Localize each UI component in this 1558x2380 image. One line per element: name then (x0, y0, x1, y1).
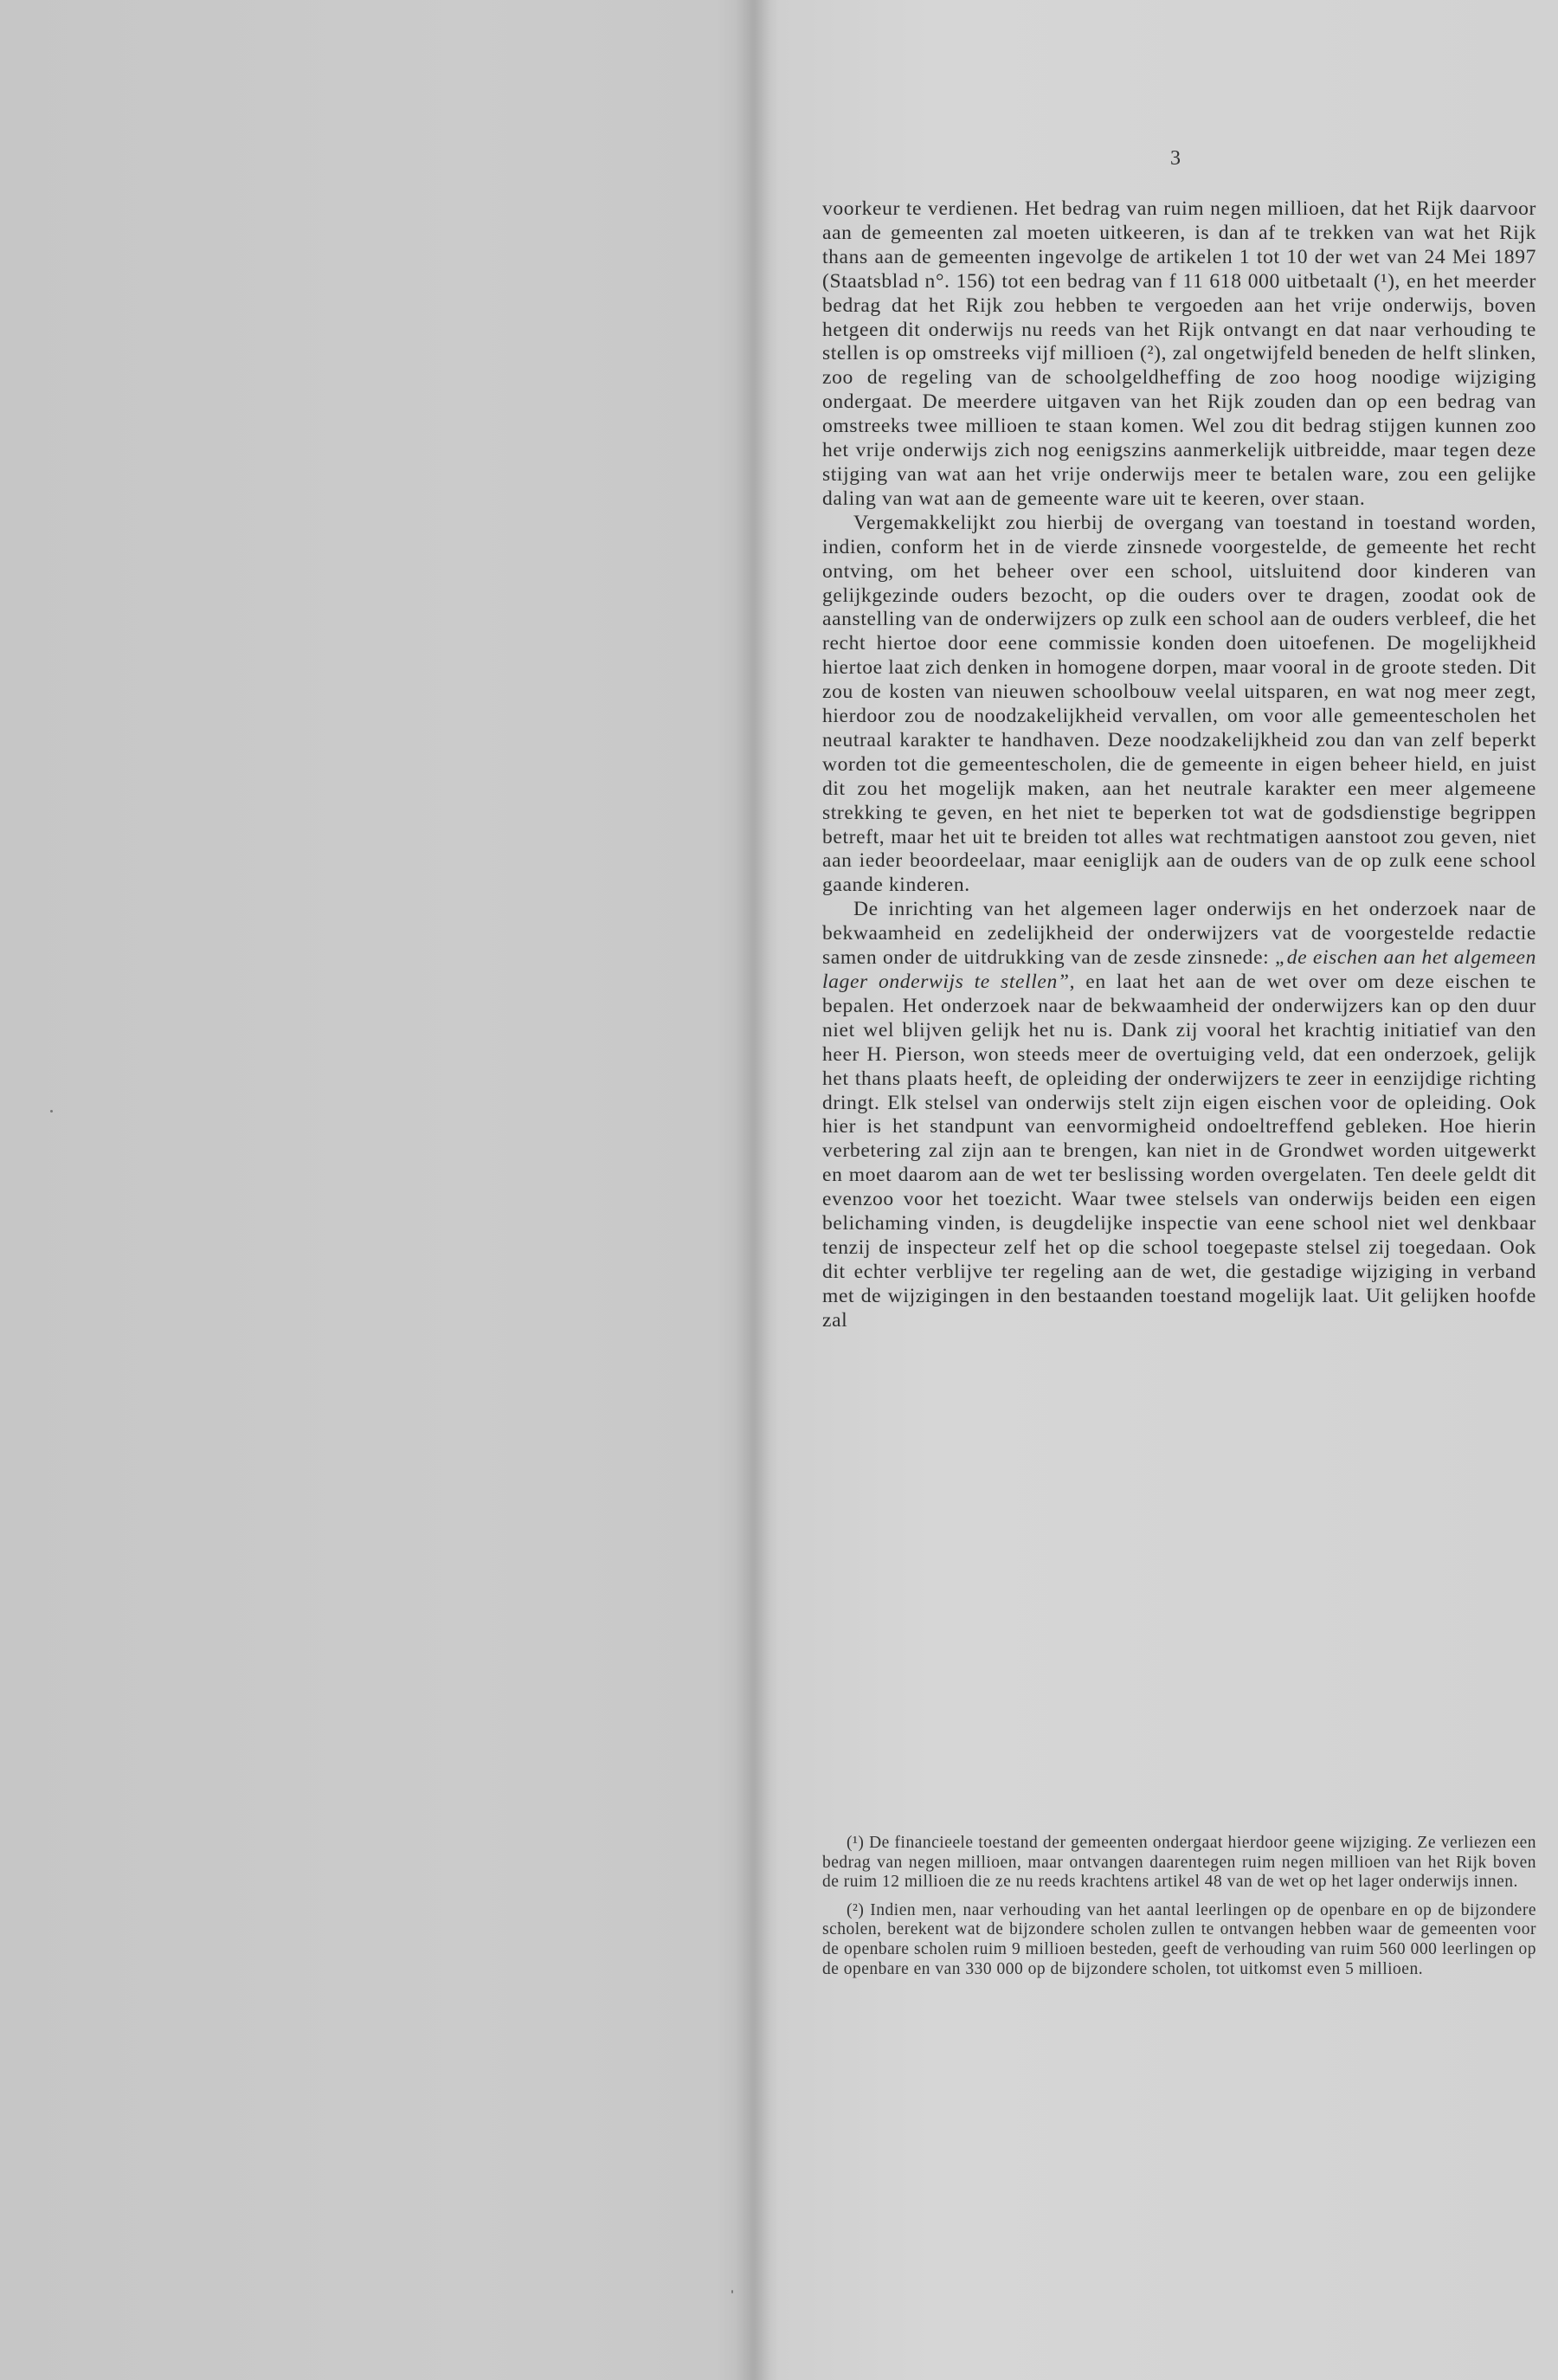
footnote-1: (¹) De financieele toestand der gemeenten ondergaat hierdoor geene wijziging. Ze verliezen een bedrag van negen millioen, maar ontvangen daarentegen ruim negen millioen van het Rijk boven de ruim 12 millioen die ze nu reeds krachtens artikel 48 van de wet op het lager onderwijs innen. (822, 1834, 1536, 1892)
paper-speck (731, 2290, 733, 2293)
page-number: 3 (1170, 147, 1181, 170)
paper-speck (50, 1110, 53, 1113)
blank-left-page (0, 0, 744, 2380)
quoted-phrase: „de eischen aan het algemeen lager onderwijs te stellen” (822, 946, 1536, 993)
footnotes (822, 1834, 1536, 1988)
paragraph-2: Vergemakkelijkt zou hierbij de overgang van toestand in toestand worden, indien, conform het in de vierde zinsnede voorgestelde, de gemeente het recht ontving, om het beheer over een school, uitsluitend door kinderen van gelijkgezinde ouders bezocht, op die ouders over te dragen, zoodat ook de aanstelling van de onderwijzers op zulk een school aan de ouders verbleef, die het recht hiertoe door eene commissie konden doen uitoefenen. De mogelijkheid hiertoe laat zich denken in homogene dorpen, maar vooral in de groote steden. Dit zou de kosten van nieuwen schoolbouw veelal uitsparen, en wat nog meer zegt, hierdoor zou de noodzakelijkheid vervallen, om voor alle gemeentescholen het neutraal karakter te handhaven. Deze noodzakelijkheid zou dan van zelf beperkt worden tot die gemeentescholen, die de gemeente in eigen beheer hield, en juist dit zou het mogelijk maken, aan het neutrale karakter een meer algemeene strekking te geven, en het niet te beperken tot wat de godsdienstige begrippen betreft, maar het uit te breiden tot alles wat rechtmatigen aanstoot zou geven, niet aan ieder beoordeelaar, maar eeniglijk aan de ouders van de op zulk eene school gaande kinderen. (822, 511, 1536, 897)
footnote-2: (²) Indien men, naar verhouding van het aantal leerlingen op de openbare en op de bijzondere scholen, berekent wat de bijzondere scholen zullen te ontvangen hebben waar de gemeenten voor de openbare scholen ruim 9 millioen besteden, geeft de verhouding van ruim 560 000 leerlingen op de openbare en van 330 000 op de bijzondere scholen, tot uitkomst even 5 millioen. (822, 1900, 1536, 1978)
body-text (822, 197, 1536, 1333)
paragraph-1: voorkeur te verdienen. Het bedrag van ruim negen millioen, dat het Rijk daarvoor aan de gemeenten zal moeten uitkeeren, is dan af te trekken van wat het Rijk thans aan de gemeenten ingevolge de artikelen 1 tot 10 der wet van 24 Mei 1897 (Staatsblad n°. 156) tot een bedrag van f 11 618 000 uitbetaalt (¹), en het meerder bedrag dat het Rijk zou hebben te vergoeden aan het vrije onderwijs, boven hetgeen dit onderwijs nu reeds van het Rijk ontvangt en dat naar verhouding te stellen is op omstreeks vijf millioen (²), zal ongetwijfeld beneden de helft slinken, zoo de regeling van de schoolgeldheffing de zoo hoog noodige wijziging ondergaat. De meerdere uitgaven van het Rijk zouden dan op een bedrag van omstreeks twee millioen te staan komen. Wel zou dit bedrag stijgen kunnen zoo het vrije onderwijs zich nog eenigszins aanmerkelijk uitbreidde, maar tegen deze stijging van wat aan het vrije onderwijs meer te betalen ware, zou een gelijke daling van wat aan de gemeente ware uit te keeren, over staan. (822, 197, 1536, 510)
paragraph-3-rest: , en laat het aan de wet over om deze eischen te bepalen. Het onderzoek naar de bekwaamheid der onderwijzers kan op den duur niet wel blijven gelijk het nu is. Dank zij vooral het krachtig initiatief van den heer H. Pierson, won steeds meer de overtuiging veld, dat een onderzoek, gelijk het thans plaats heeft, de opleiding der onderwijzers te zeer in eenzijdige richting dringt. Elk stelsel van onderwijs stelt zijn eigen eischen voor de opleiding. Ook hier is het standpunt van eenvormigheid ondoeltreffend gebleken. Hoe hierin verbetering zal zijn aan te brengen, kan niet in de Grondwet worden uitgewerkt en moet daarom aan de wet ter beslissing worden overgelaten. Ten deele geldt dit evenzoo voor het toezicht. Waar twee stelsels van onderwijs beiden een eigen belichaming vinden, is deugdelijke inspectie van eene school niet wel denkbaar tenzij de inspecteur zelf het op die school toegepaste stelsel zij toegedaan. Ook dit echter verblijve ter regeling aan de wet, die gestadige wijziging in verband met de wijzigingen in den bestaanden toestand mogelijk laat. Uit gelijken hoofde zal (822, 971, 1536, 1332)
paragraph-3 (822, 898, 1536, 1332)
paragraph-3-start: De inrichting van het algemeen lager onderwijs en het onderzoek naar de bekwaamheid en zedelijkheid der onderwijzers vat de voorgestelde redactie samen onder de uitdrukking van de zesde zinsnede: (822, 898, 1536, 970)
